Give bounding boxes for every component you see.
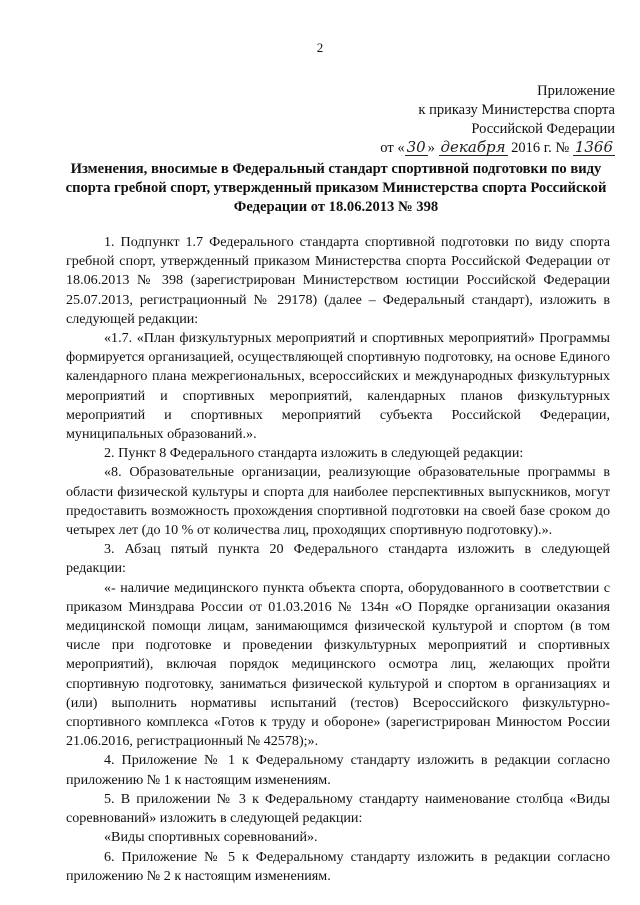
date-mid: »	[427, 140, 435, 156]
paragraph-4: 4. Приложение № 1 к Федеральному стандарту изложить в редакции согласно приложению № 1 к настоящим изменениям.	[66, 752, 610, 788]
appendix-date-line	[355, 139, 615, 158]
appendix-header	[355, 82, 615, 158]
document-title: Изменения, вносимые в Федеральный стандарт спортивной подготовки по виду спорта гребной спорт, утвержденный приказом Министерства спорта Российской Федерации от 18.06.2013 № 398	[65, 161, 607, 215]
paragraph-1-quote: «1.7. «План физкультурных мероприятий и спортивных мероприятий» Программы формируется организацией, осуществляющей спортивную подготовку, на основе Единого календарного плана межрегиональных, всероссийских и международных физкультурных мероприятий и спортивных мероприятий, календарных планов физкультурных мероприятий и спортивных мероприятий субъекта Российской Федерации, муниципальных образований.».	[66, 330, 610, 443]
paragraph-3: 3. Абзац пятый пункта 20 Федерального стандарта изложить в следующей редакции:	[66, 541, 610, 577]
appendix-ministry: Российской Федерации	[471, 121, 615, 137]
paragraph-2: 2. Пункт 8 Федерального стандарта изложить в следующей редакции:	[104, 445, 524, 462]
paragraph-3-quote: «- наличие медицинского пункта объекта спорта, оборудованного в соответствии с приказом Минздрава России от 01.03.2016 № 134н «О Порядке организации оказания медицинской помощи лицам, занимающимся физической культурой и спортом (в том числе при подготовке и проведении физкультурных мероприятий и спортивных мероприятий), включая порядок медицинского осмотра лиц, желающих пройти спортивную подготовку, заниматься физической культурой и спортом в организациях и (или) выполнить нормативы испытаний (тестов) Всероссийского физкультурно-спортивного комплекса «Готов к труду и обороне» (зарегистрирован Минюстом России 21.06.2016, регистрационный № 42578);».	[66, 579, 610, 750]
handwritten-month: декабря	[440, 138, 506, 156]
handwritten-day: 30	[406, 138, 426, 156]
document-body	[66, 233, 610, 886]
appendix-order-ref: к приказу Министерства спорта	[418, 102, 615, 118]
paragraph-5: 5. В приложении № 3 к Федеральному стандарту наименование столбца «Виды соревнований» изложить в следующей редакции:	[66, 790, 610, 827]
paragraph-5-quote: «Виды спортивных соревнований».	[104, 829, 318, 846]
paragraph-2-quote: «8. Образовательные организации, реализующие образовательные программы в области физической культуры и спорта для наиболее перспективных выпускников, могут предоставить возможность прохождения спортивной подготовки на своей базе сроком до четырех лет (до 10 % от количества лиц, проходящих спортивную подготовку).».	[66, 464, 610, 539]
appendix-title: Приложение	[537, 83, 615, 99]
paragraph-6: 6. Приложение № 5 к Федеральному стандарту изложить в редакции согласно приложению № 2 к настоящим изменениям.	[66, 848, 610, 884]
handwritten-order-number: 1366	[574, 138, 613, 156]
date-prefix: от «	[380, 140, 405, 156]
paragraph-1: 1. Подпункт 1.7 Федерального стандарта спортивной подготовки по виду спорта гребной спорт, утвержденный приказом Министерства спорта Российской Федерации от 18.06.2013 № 398 (зарегистрирован Министерством юстиции Российской Федерации 25.07.2013, регистрационный № 29178) (далее – Федеральный стандарт), изложить в следующей редакции:	[66, 234, 610, 327]
page-number: 2	[316, 40, 324, 55]
date-year: 2016 г. №	[511, 140, 570, 156]
